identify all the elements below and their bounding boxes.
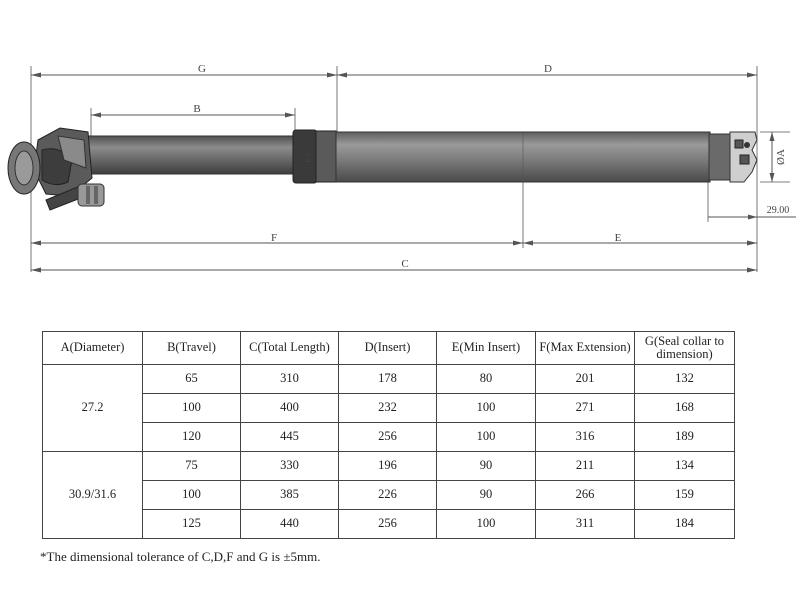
diameter-cell: 30.9/31.6 (43, 452, 143, 539)
header-a-diameter: A(Diameter) (43, 332, 143, 365)
table-cell: 232 (339, 394, 437, 423)
dimension-label-offset: 29.00 (766, 205, 790, 216)
table-cell: 132 (635, 365, 735, 394)
table-row (43, 423, 735, 452)
dimension-e (523, 232, 757, 246)
stanchion-tube (88, 136, 294, 174)
header-g-seal-collar: G(Seal collar to dimension) (635, 332, 735, 365)
header-e-min-insert: E(Min Insert) (437, 332, 536, 365)
dimension-label-c: C (401, 258, 409, 270)
dimension-f (31, 232, 523, 246)
dimension-offset (708, 205, 796, 220)
table-cell: 90 (437, 452, 536, 481)
svg-text:KS: KS (305, 153, 313, 163)
table-row (43, 394, 735, 423)
dimension-label-a: ØA (775, 149, 787, 165)
table-row (43, 452, 735, 481)
table-cell: 256 (339, 423, 437, 452)
table-cell: 134 (635, 452, 735, 481)
table-cell: 266 (536, 481, 635, 510)
table-cell: 440 (241, 510, 339, 539)
table-cell: 75 (143, 452, 241, 481)
table-cell: 226 (339, 481, 437, 510)
table-cell: 310 (241, 365, 339, 394)
header-b-travel: B(Travel) (143, 332, 241, 365)
table-header-row (43, 332, 735, 365)
table-cell: 159 (635, 481, 735, 510)
table-cell: 168 (635, 394, 735, 423)
table-cell: 196 (339, 452, 437, 481)
diameter-cell: 27.2 (43, 365, 143, 452)
table-cell: 100 (143, 481, 241, 510)
table-cell: 80 (437, 365, 536, 394)
table-row (43, 481, 735, 510)
header-d-insert: D(Insert) (339, 332, 437, 365)
cable-actuator (709, 132, 757, 182)
table-cell: 100 (437, 394, 536, 423)
seal-collar (293, 130, 336, 183)
table-cell: 201 (536, 365, 635, 394)
header-f-max-extension: F(Max Extension) (536, 332, 635, 365)
dimension-c (31, 258, 757, 273)
table-cell: 65 (143, 365, 241, 394)
dimension-g (31, 63, 337, 78)
table-cell: 184 (635, 510, 735, 539)
table-cell: 256 (339, 510, 437, 539)
table-cell: 100 (143, 394, 241, 423)
dimension-label-f: F (270, 232, 278, 244)
table-cell: 271 (536, 394, 635, 423)
table-cell: 211 (536, 452, 635, 481)
table-cell: 189 (635, 423, 735, 452)
table-cell: 385 (241, 481, 339, 510)
table-row (43, 365, 735, 394)
dimension-label-b: B (193, 103, 201, 115)
table-cell: 445 (241, 423, 339, 452)
table-cell: 330 (241, 452, 339, 481)
table-cell: 178 (339, 365, 437, 394)
table-row (43, 510, 735, 539)
table-cell: 90 (437, 481, 536, 510)
dimension-d (337, 63, 757, 78)
table-cell: 311 (536, 510, 635, 539)
table-cell: 100 (437, 423, 536, 452)
dimension-label-d: D (544, 63, 552, 75)
table-cell: 120 (143, 423, 241, 452)
table-cell: 316 (536, 423, 635, 452)
dimension-label-g: G (198, 63, 206, 75)
dimension-spec-table (42, 331, 735, 539)
header-c-total-length: C(Total Length) (241, 332, 339, 365)
tolerance-note: *The dimensional tolerance of C,D,F and G is ±5mm. (40, 549, 321, 564)
table-cell: 100 (437, 510, 536, 539)
dimension-label-e: E (614, 232, 622, 244)
dimension-b (91, 103, 295, 118)
table-cell: 400 (241, 394, 339, 423)
dimension-a (770, 132, 788, 182)
table-cell: 125 (143, 510, 241, 539)
